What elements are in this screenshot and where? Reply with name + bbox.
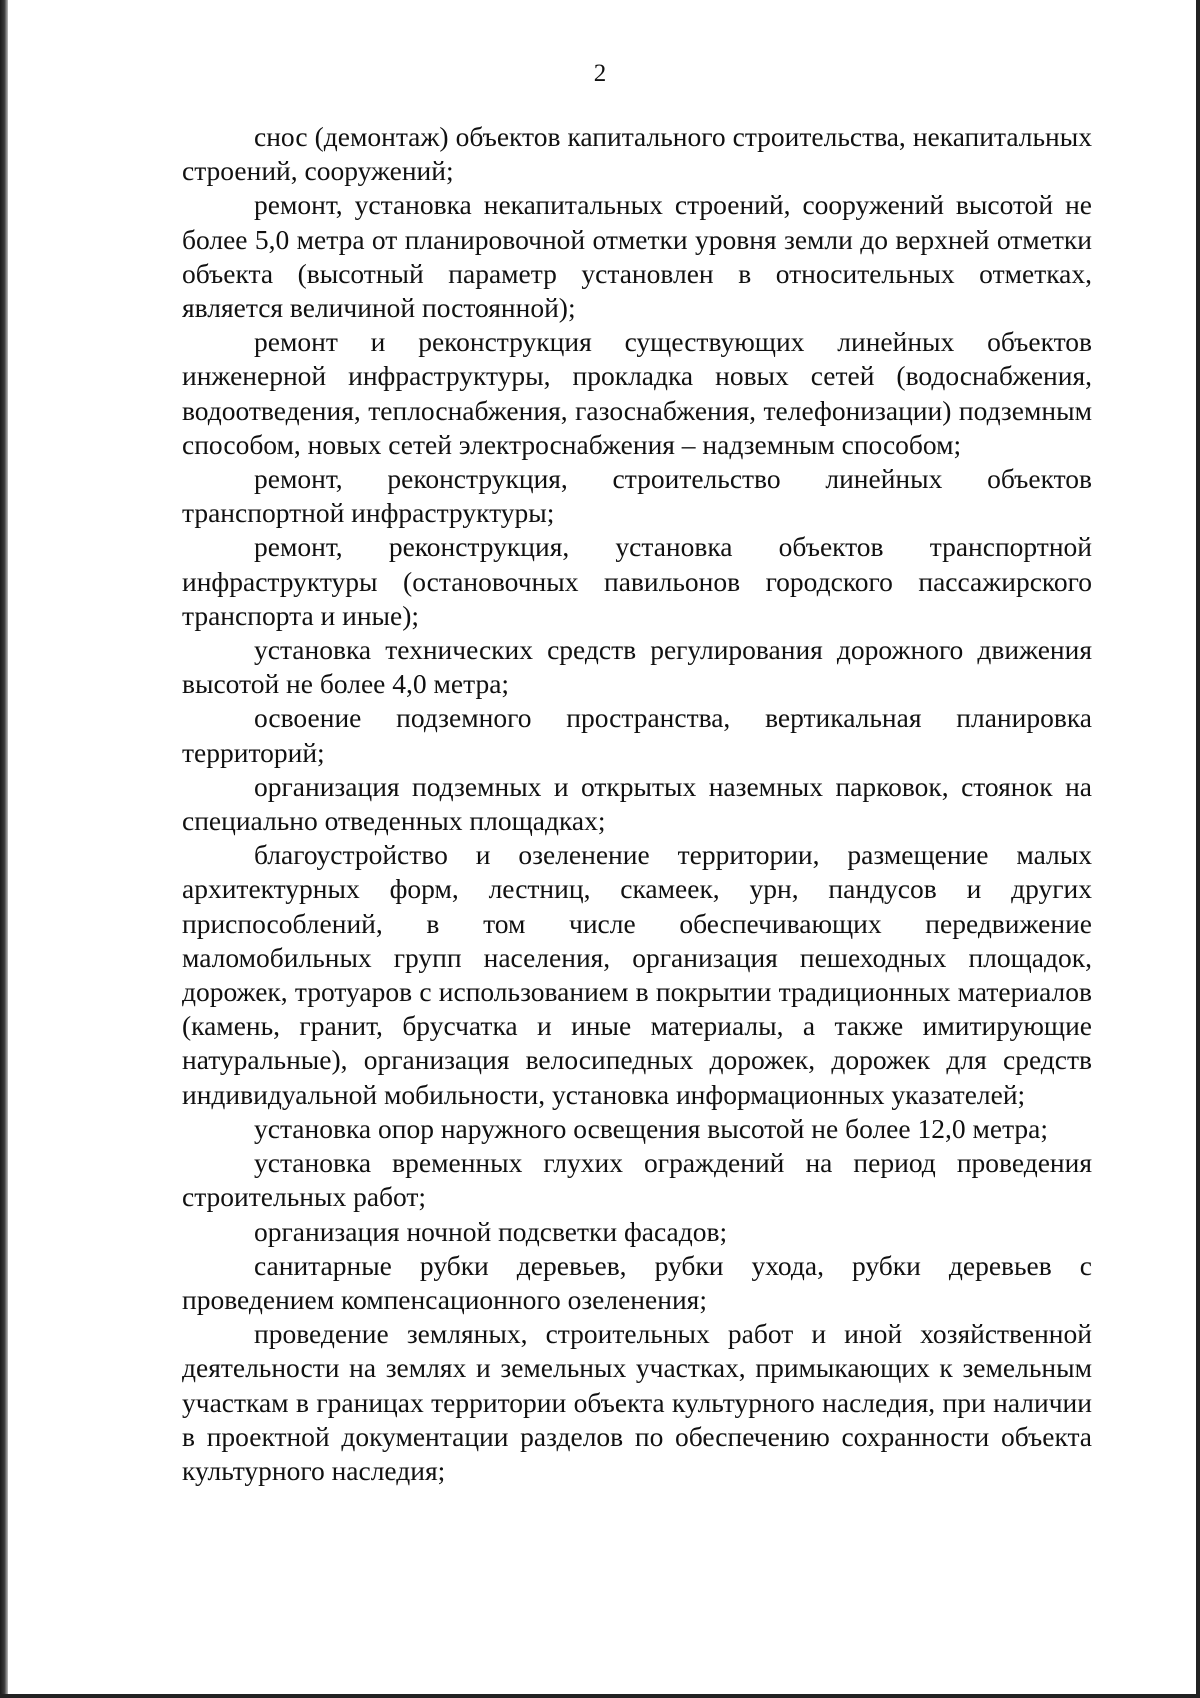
scan-edge-right: [1196, 0, 1200, 1698]
scan-edge-left: [0, 0, 8, 1698]
paragraph: освоение подземного пространства, вертикальная планировка территорий;: [182, 702, 1092, 768]
paragraph: ремонт, реконструкция, строительство линейных объектов транспортной инфраструктуры;: [182, 463, 1092, 529]
paragraph: благоустройство и озеленение территории, размещение малых архитектурных форм, лестниц, скамеек, урн, пандусов и других приспособлений, в том числе обеспечивающих передвижение маломобильных групп населения, организация пешеходных площадок, дорожек, тротуаров с использованием в покрытии традиционных материалов (камень, гранит, брусчатка и иные материалы, а также имитирующие натуральные), организация велосипедных дорожек, дорожек для средств индивидуальной мобильности, установка информационных указателей;: [182, 839, 1092, 1110]
paragraph: установка технических средств регулирования дорожного движения высотой не более 4,0 метра;: [182, 634, 1092, 700]
page-number: 2: [593, 60, 607, 87]
paragraph: проведение земляных, строительных работ и иной хозяйственной деятельности на землях и земельных участках, примыкающих к земельным участкам в границах территории объекта культурного наследия, при наличии в проектной документации разделов по обеспечению сохранности объекта культурного наследия;: [182, 1318, 1092, 1486]
paragraph: ремонт, установка некапитальных строений, сооружений высотой не более 5,0 метра от планировочной отметки уровня земли до верхней отметки объекта (высотный параметр установлен в относительных отметках, является величиной постоянной);: [182, 189, 1092, 324]
paragraph: установка опор наружного освещения высотой не более 12,0 метра;: [254, 1112, 1049, 1144]
paragraph: установка временных глухих ограждений на период проведения строительных работ;: [182, 1147, 1092, 1213]
scan-edge-bottom: [0, 1694, 1200, 1698]
paragraph: организация подземных и открытых наземных парковок, стоянок на специально отведенных площадках;: [182, 770, 1092, 837]
paragraph: ремонт, реконструкция, установка объектов транспортной инфраструктуры (остановочных павильонов городского пассажирского транспорта и иные);: [182, 531, 1092, 631]
paragraph: ремонт и реконструкция существующих линейных объектов инженерной инфраструктуры, прокладка новых сетей (водоснабжения, водоотведения, теплоснабжения, газоснабжения, телефонизации) подземным способом, новых сетей электроснабжения – надземным способом;: [182, 326, 1092, 460]
paragraph: снос (демонтаж) объектов капитального строительства, некапитальных строений, сооружений;: [182, 121, 1092, 187]
document-body: [182, 120, 1092, 1488]
paragraph: организация ночной подсветки фасадов;: [254, 1215, 728, 1247]
paragraph: санитарные рубки деревьев, рубки ухода, рубки деревьев с проведением компенсационного озеленения;: [182, 1249, 1092, 1315]
